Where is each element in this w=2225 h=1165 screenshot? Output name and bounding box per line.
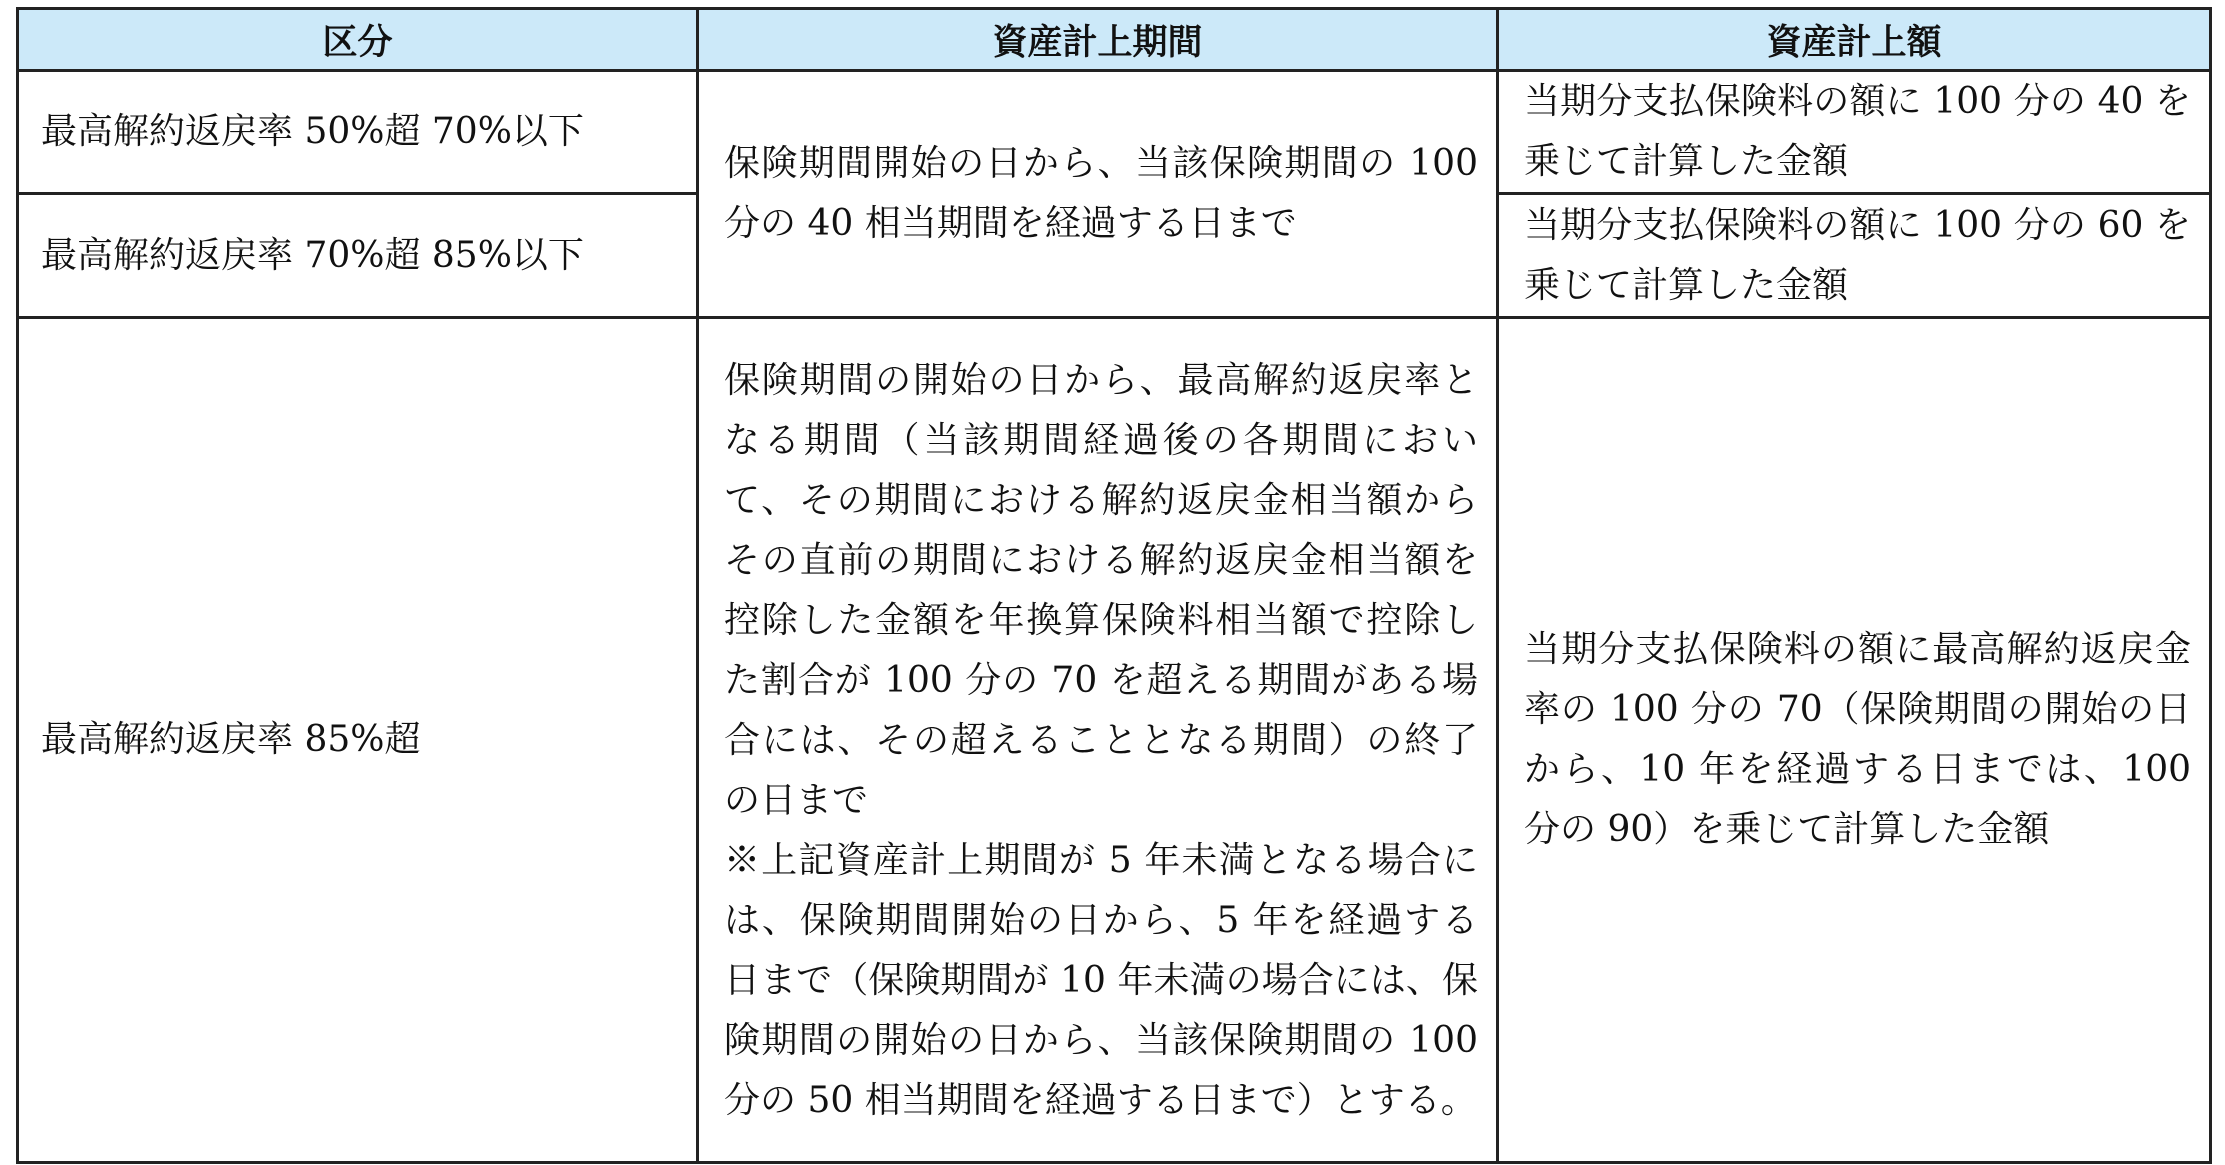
period-text: 保険期間の開始の日から、最高解約返戻率となる期間（当該期間経過後の各期間において、その期間における解約返戻金相当額からその直前の期間における解約返戻金相当額を控除した金額を年換算保険料相当額で控除した割合が 100 分の 70 を超える期間がある場合には、その超えることとなる期間）の終了の日まで — [724, 360, 1478, 821]
period-note: ※上記資産計上期間が 5 年未満となる場合には、保険期間開始の日から、5 年を経過する日まで（保険期間が 10 年未満の場合には、保険期間の開始の日から、当該保険期間の 100 分の 50 相当期間を経過する日まで）とする。 — [724, 840, 1478, 1121]
header-asset-period: 資産計上期間 — [698, 9, 1498, 71]
insurance-asset-table — [16, 7, 2212, 1164]
header-row — [18, 9, 2211, 71]
amount-cell: 当期分支払保険料の額に 100 分の 40 を乗じて計算した金額 — [1498, 71, 2211, 194]
header-category: 区分 — [18, 9, 698, 71]
amount-cell: 当期分支払保険料の額に最高解約返戻金率の 100 分の 70（保険期間の開始の日から、10 年を経過する日までは、100 分の 90）を乗じて計算した金額 — [1498, 318, 2211, 1163]
category-cell: 最高解約返戻率 85%超 — [18, 318, 698, 1163]
category-cell: 最高解約返戻率 50%超 70%以下 — [18, 71, 698, 194]
period-cell-shared: 保険期間開始の日から、当該保険期間の 100 分の 40 相当期間を経過する日まで — [698, 71, 1498, 318]
period-cell — [698, 318, 1498, 1163]
amount-cell: 当期分支払保険料の額に 100 分の 60 を乗じて計算した金額 — [1498, 194, 2211, 318]
header-asset-amount: 資産計上額 — [1498, 9, 2211, 71]
table-row — [18, 318, 2211, 1163]
table-row — [18, 71, 2211, 194]
category-cell: 最高解約返戻率 70%超 85%以下 — [18, 194, 698, 318]
